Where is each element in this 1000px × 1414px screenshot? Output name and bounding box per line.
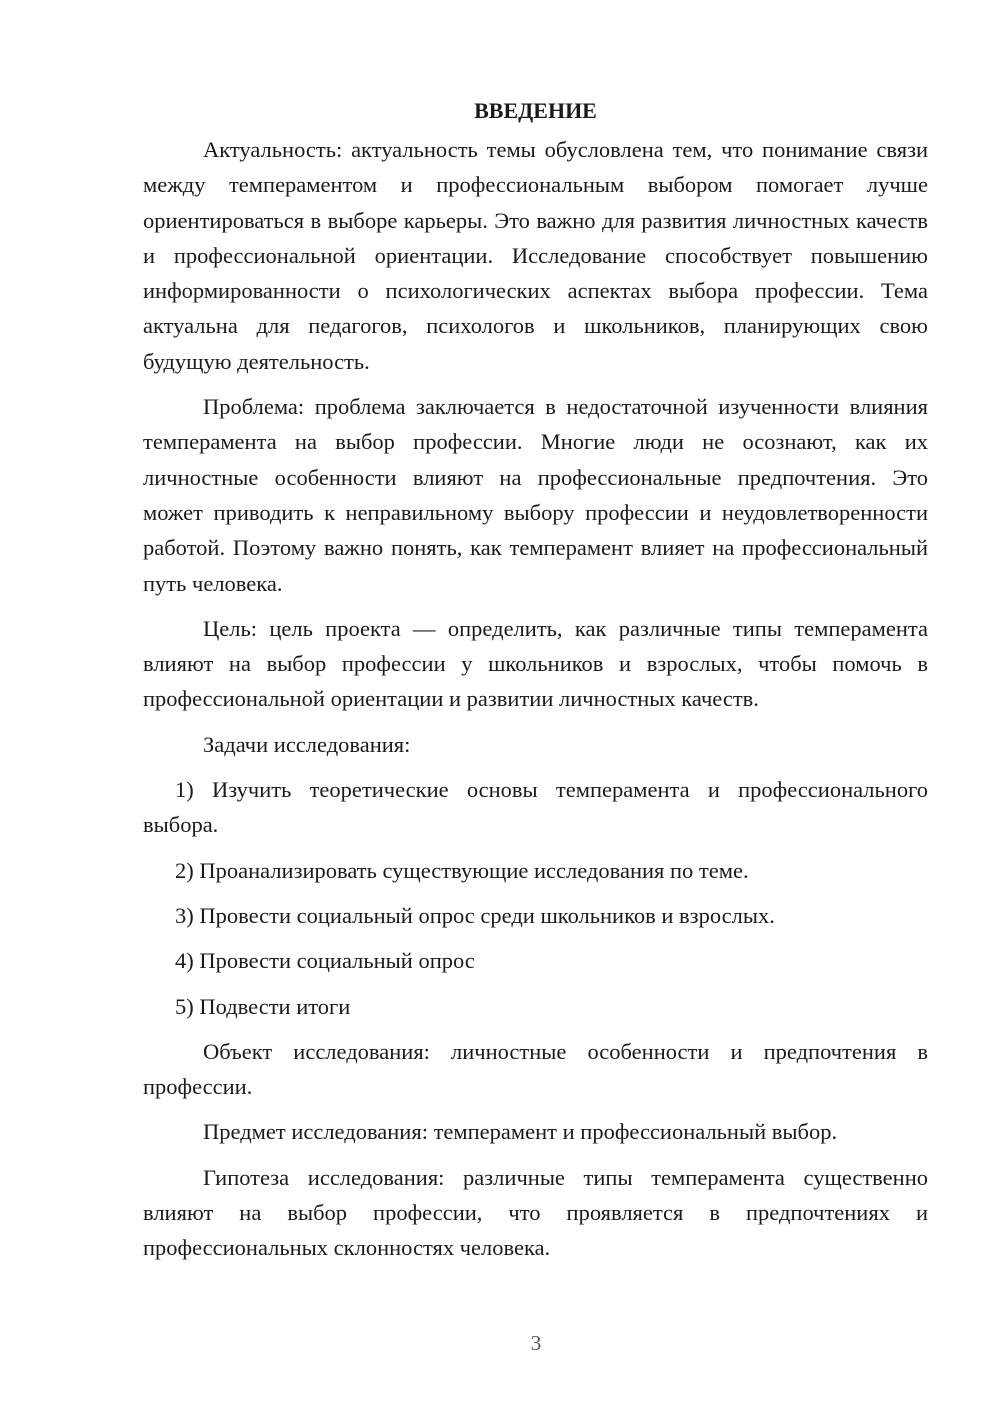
page-content: [143, 93, 928, 1276]
paragraph-subject: Предмет исследования: темперамент и профессиональный выбор.: [203, 1119, 838, 1145]
paragraph-hypothesis: Гипотеза исследования: различные типы темперамента существенно влияют на выбор профессии, что проявляется в предпочтениях и профессиональных склонностях человека.: [143, 1164, 928, 1261]
paragraph-relevance: Актуальность: актуальность темы обусловлена тем, что понимание связи между темпераментом и профессиональным выбором помогает лучше ориентироваться в выборе карьеры. Это важно для развития личностных качеств и профессиональной ориентации. Исследование способствует повышению информированности о психологических аспектах выбора профессии. Тема актуальна для педагогов, психологов и школьников, планирующих свою будущую деятельность.: [143, 137, 928, 374]
task-item: 4) Провести социальный опрос: [175, 948, 475, 974]
paragraph-goal: Цель: цель проекта — определить, как различные типы темперамента влияют на выбор профессии у школьников и взрослых, чтобы помочь в профессиональной ориентации и развитии личностных качеств.: [143, 615, 928, 712]
paragraph-object: Объект исследования: личностные особенности и предпочтения в профессии.: [143, 1038, 928, 1100]
task-item: 5) Подвести итоги: [175, 993, 351, 1019]
page-number: 3: [530, 1331, 542, 1355]
task-item: 3) Провести социальный опрос среди школьников и взрослых.: [175, 902, 775, 928]
tasks-heading: Задачи исследования:: [203, 731, 411, 757]
page-title: ВВЕДЕНИЕ: [474, 98, 597, 123]
task-item: 2) Проанализировать существующие исследования по теме.: [175, 857, 749, 883]
paragraph-problem: Проблема: проблема заключается в недостаточной изученности влияния темперамента на выбор профессии. Многие люди не осознают, как их личностные особенности влияют на профессиональные предпочтения. Это может приводить к неправильному выбору профессии и неудовлетворенности работой. Поэтому важно понять, как темперамент влияет на профессиональный путь человека.: [143, 394, 928, 596]
task-item: 1) Изучить теоретические основы темперамента и профессионального выбора.: [143, 777, 928, 838]
